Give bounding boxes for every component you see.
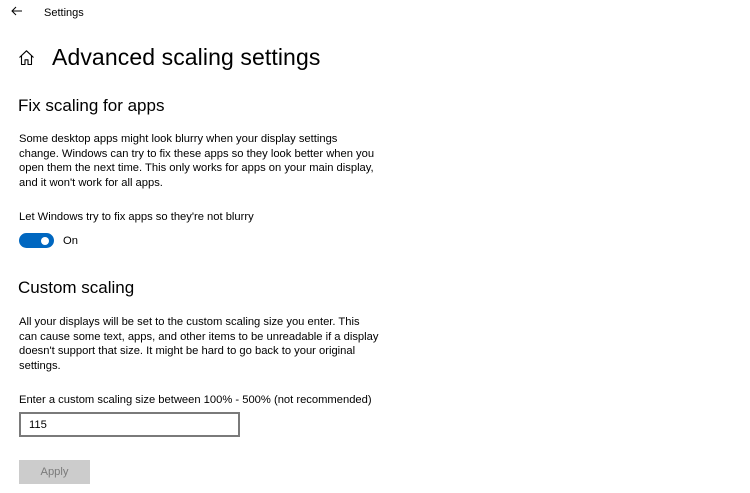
app-title: Settings xyxy=(44,7,84,19)
fix-apps-toggle-label: Let Windows try to fix apps so they're not blurry xyxy=(19,211,254,223)
description-line: open them the next time. This only works for apps on your main display, xyxy=(19,162,374,175)
apply-button[interactable]: Apply xyxy=(19,460,90,484)
description-line: can cause some text, apps, and other items to be unreadable if a display xyxy=(19,330,379,343)
back-button[interactable] xyxy=(8,4,26,18)
description-line: Some desktop apps might look blurry when your display settings xyxy=(19,133,338,145)
custom-scaling-input-label: Enter a custom scaling size between 100% - 500% (not recommended) xyxy=(19,394,372,406)
page-header xyxy=(18,42,320,72)
fix-scaling-description xyxy=(19,132,379,190)
page-title: Advanced scaling settings xyxy=(52,43,321,70)
title-bar xyxy=(0,0,750,28)
description-line: settings. xyxy=(19,359,61,372)
toggle-knob xyxy=(41,237,49,245)
home-icon[interactable] xyxy=(18,48,36,66)
custom-scaling-heading: Custom scaling xyxy=(18,278,135,297)
custom-scaling-input[interactable] xyxy=(19,412,240,437)
fix-scaling-heading: Fix scaling for apps xyxy=(18,96,165,115)
back-arrow-icon xyxy=(11,6,23,16)
description-line: change. Windows can try to fix these apps so they look better when you xyxy=(19,147,375,160)
description-line: All your displays will be set to the custom scaling size you enter. This xyxy=(19,316,360,328)
fix-apps-toggle[interactable] xyxy=(19,233,54,248)
custom-scaling-description xyxy=(19,315,379,373)
description-line: doesn't support that size. It might be hard to go back to your original xyxy=(19,345,356,358)
description-line: and it won't work for all apps. xyxy=(19,176,163,189)
toggle-state-text: On xyxy=(63,235,78,247)
